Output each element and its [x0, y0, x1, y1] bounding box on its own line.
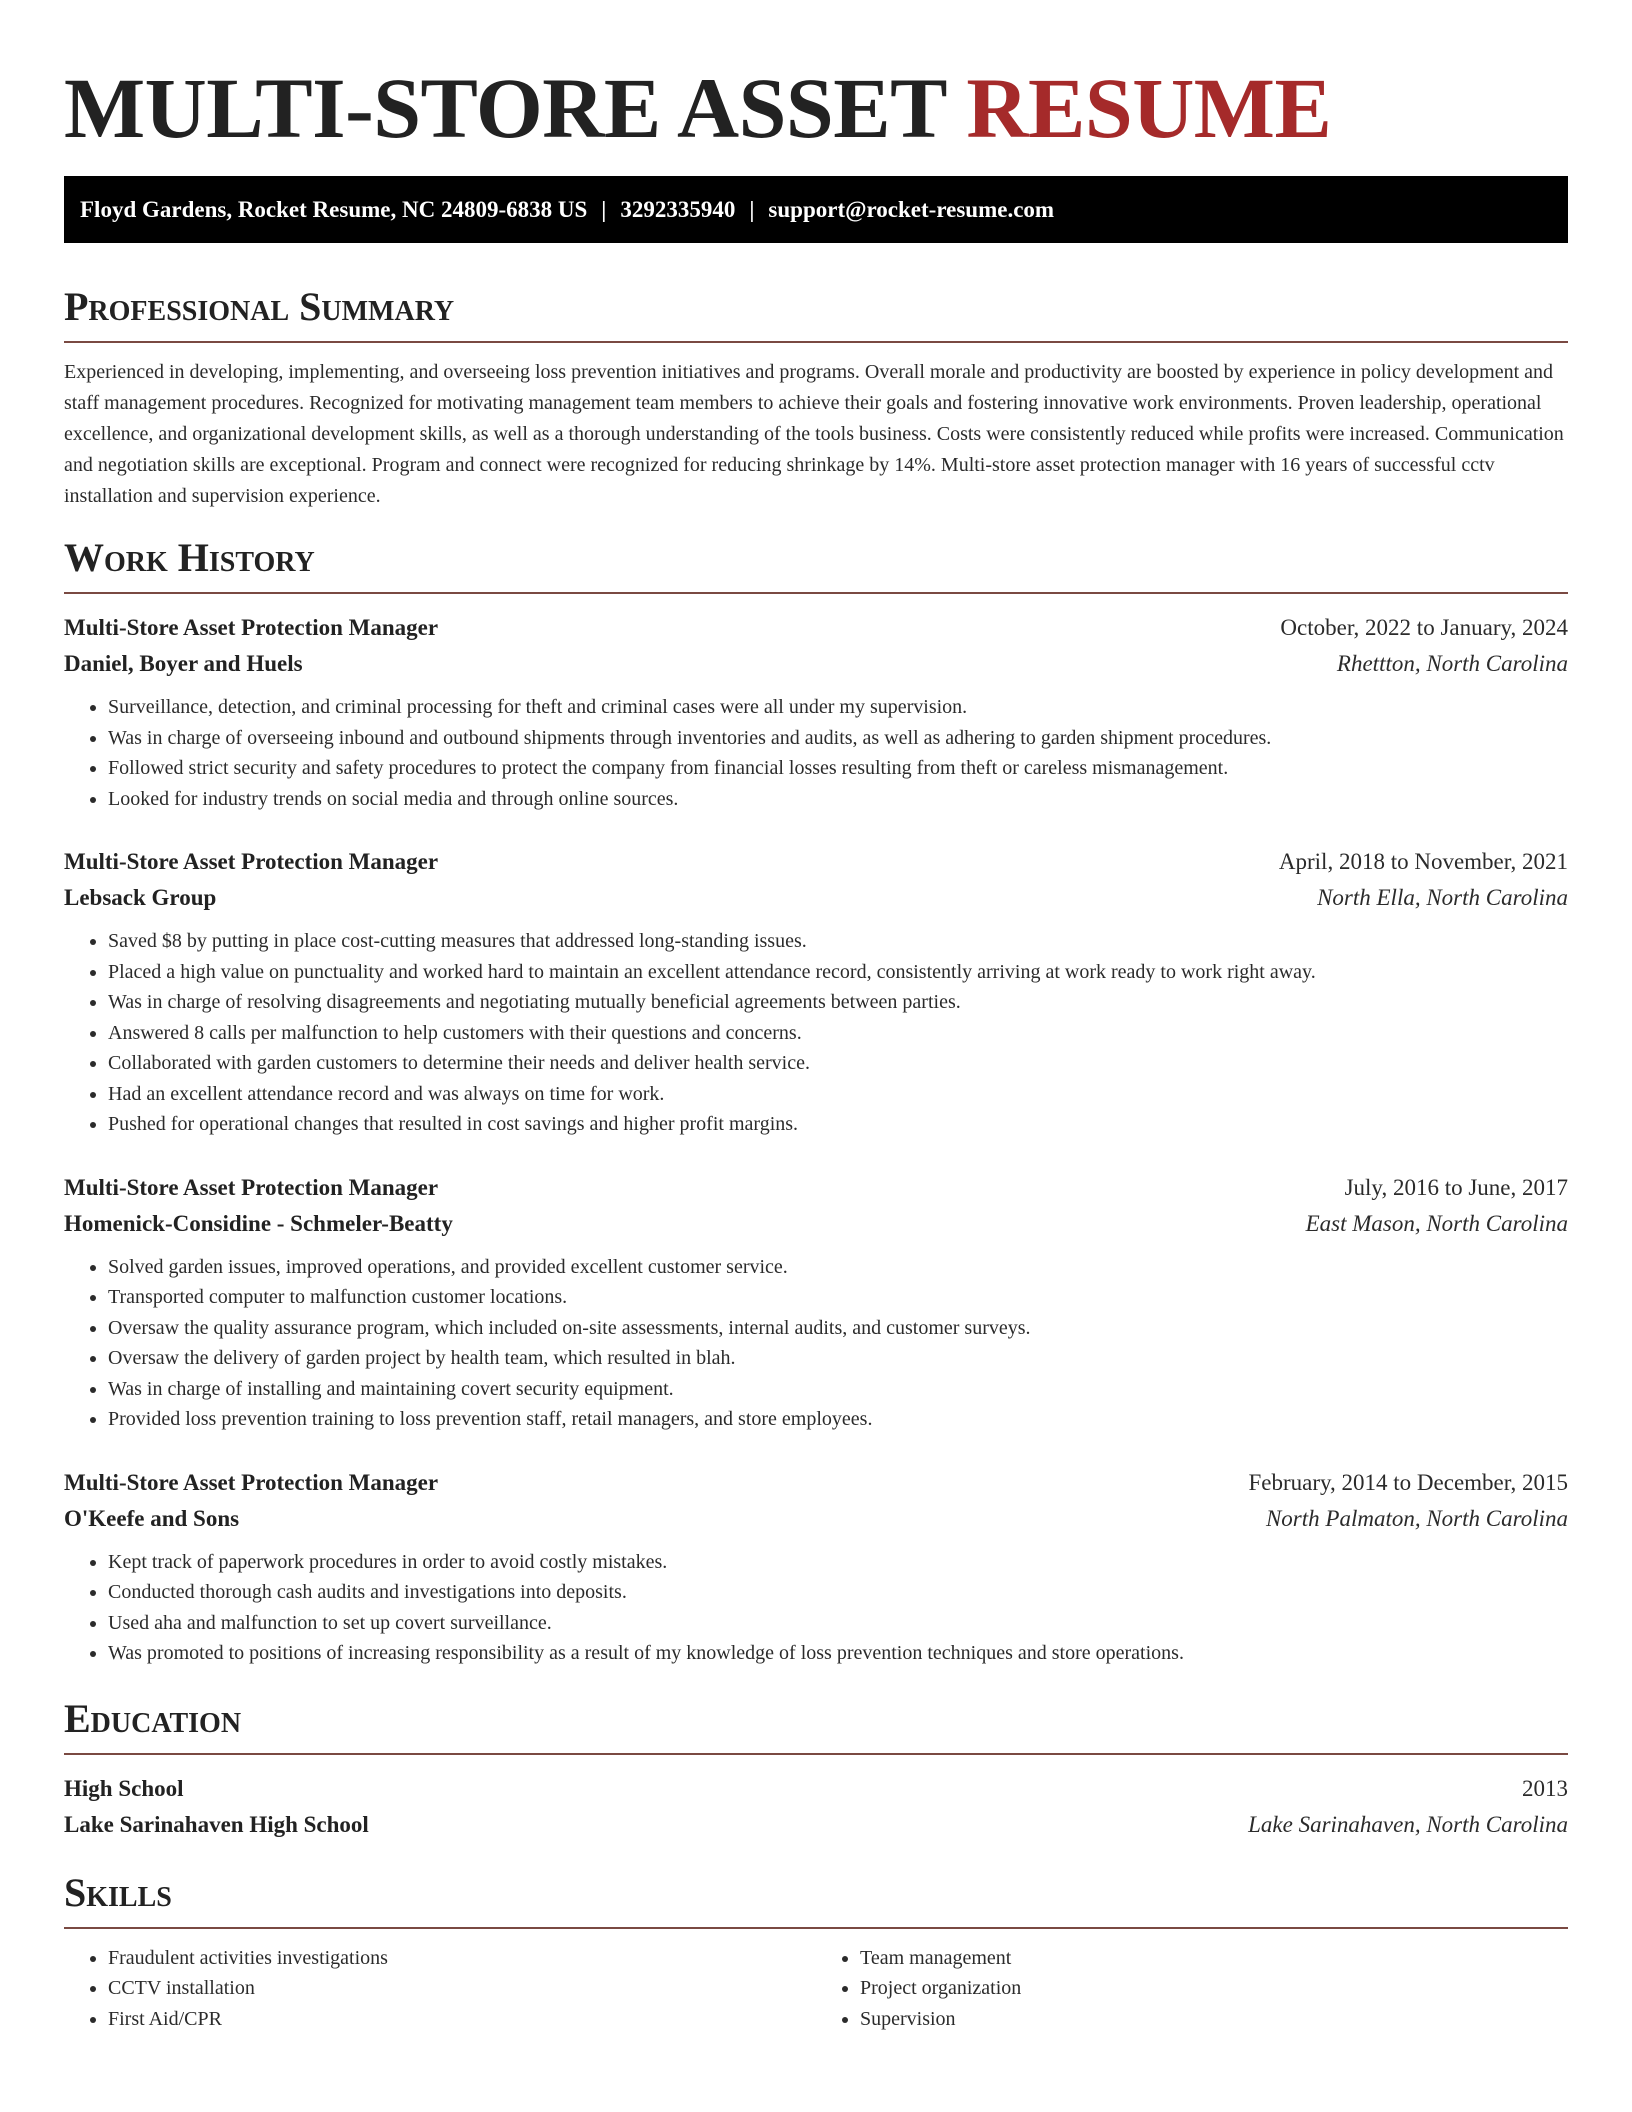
education-school: Lake Sarinahaven High School	[64, 1811, 369, 1837]
job-dates: April, 2018 to November, 2021	[1278, 849, 1568, 874]
job-entry	[64, 1465, 1568, 1669]
job-title: Multi-Store Asset Protection Manager	[64, 1469, 439, 1495]
job-header-row	[64, 610, 1568, 646]
list-item: • Used aha and malfunction to set up covert surveillance.	[108, 1608, 1568, 1639]
job-dates: October, 2022 to January, 2024	[1280, 615, 1568, 640]
contact-bar	[64, 176, 1568, 243]
list-item: • Had an excellent attendance record and was always on time for work.	[108, 1079, 1568, 1110]
job-bullets	[64, 1547, 1568, 1669]
job-company-row	[64, 1501, 1568, 1537]
section-divider	[64, 592, 1568, 594]
section-divider	[64, 341, 1568, 343]
work-history-section	[64, 534, 1568, 1669]
job-header-row	[64, 1170, 1568, 1206]
list-item: • Was in charge of overseeing inbound and outbound shipments through inventories and audits, as well as adhering to garden shipment procedures.	[108, 723, 1568, 754]
skills-heading: Skills	[64, 1869, 172, 1915]
list-item: • Answered 8 calls per malfunction to help customers with their questions and concerns.	[108, 1018, 1568, 1049]
job-location: Rhettton, North Carolina	[1336, 651, 1568, 676]
list-item: • Kept track of paperwork procedures in order to avoid costly mistakes.	[108, 1547, 1568, 1578]
list-item: • Oversaw the delivery of garden project by health team, which resulted in blah.	[108, 1343, 1568, 1374]
contact-email: support@rocket-resume.com	[768, 197, 1055, 222]
job-company: O'Keefe and Sons	[64, 1505, 240, 1531]
list-item: • Pushed for operational changes that resulted in cost savings and higher profit margins.	[108, 1109, 1568, 1140]
title-accent: RESUME	[966, 60, 1332, 156]
list-item: • Conducted thorough cash audits and investigations into deposits.	[108, 1577, 1568, 1608]
list-item: • Followed strict security and safety procedures to protect the company from financial losses resulting from theft or careless mismanagement.	[108, 753, 1568, 784]
list-item: • Oversaw the quality assurance program, which included on-site assessments, internal audits, and customer surveys.	[108, 1313, 1568, 1344]
job-entry	[64, 610, 1568, 814]
list-item: • Placed a high value on punctuality and worked hard to maintain an excellent attendance record, consistently arriving at work ready to work right away.	[108, 957, 1568, 988]
skills-list-left	[64, 1943, 816, 2035]
list-item: • Was in charge of resolving disagreements and negotiating mutually beneficial agreements between parties.	[108, 987, 1568, 1018]
list-item: • Surveillance, detection, and criminal processing for theft and criminal cases were all under my supervision.	[108, 692, 1568, 723]
title-main: MULTI-STORE ASSET	[64, 60, 946, 156]
contact-separator: |	[749, 197, 755, 222]
education-school-row	[64, 1807, 1568, 1843]
job-header-row	[64, 844, 1568, 880]
job-location: North Ella, North Carolina	[1317, 885, 1568, 910]
job-entry	[64, 1170, 1568, 1435]
skill-item: • Project organization	[860, 1973, 1568, 2004]
education-section	[64, 1695, 1568, 1843]
education-degree-row	[64, 1771, 1568, 1807]
education-entry	[64, 1771, 1568, 1843]
list-item: • Looked for industry trends on social media and through online sources.	[108, 784, 1568, 815]
job-company-row	[64, 880, 1568, 916]
list-item: • Was promoted to positions of increasing responsibility as a result of my knowledge of loss prevention techniques and store operations.	[108, 1638, 1568, 1669]
skills-list-right	[816, 1943, 1568, 2035]
skill-item: • Supervision	[860, 2004, 1568, 2035]
contact-separator: |	[601, 197, 607, 222]
summary-section	[64, 283, 1568, 512]
list-item: • Was in charge of installing and maintaining covert security equipment.	[108, 1374, 1568, 1405]
summary-text: Experienced in developing, implementing, and overseeing loss prevention initiatives and programs. Overall morale and productivity are boosted by experience in policy development and staff management procedures. Recognized for motivating management team members to achieve their goals and fostering innovative work environments. Proven leadership, operational excellence, and organizational development skills, as well as a thorough understanding of the tools business. Costs were consistently reduced while profits were increased. Communication and negotiation skills are exceptional. Program and connect were recognized for reducing shrinkage by 14%. Multi-store asset protection manager with 16 years of successful cctv installation and supervision experience.	[64, 361, 1564, 507]
section-divider	[64, 1753, 1568, 1755]
contact-phone: 3292335940	[620, 197, 736, 222]
list-item: • Provided loss prevention training to loss prevention staff, retail managers, and store employees.	[108, 1404, 1568, 1435]
job-header-row	[64, 1465, 1568, 1501]
list-item: • Saved $8 by putting in place cost-cutting measures that addressed long-standing issues.	[108, 926, 1568, 957]
job-bullets	[64, 1252, 1568, 1435]
job-title: Multi-Store Asset Protection Manager	[64, 1174, 439, 1200]
education-location: Lake Sarinahaven, North Carolina	[1248, 1811, 1568, 1837]
skill-item: • Team management	[860, 1943, 1568, 1974]
job-bullets	[64, 692, 1568, 814]
work-history-heading: Work History	[64, 535, 315, 580]
job-title: Multi-Store Asset Protection Manager	[64, 615, 439, 640]
job-company: Daniel, Boyer and Huels	[64, 651, 303, 676]
resume-title	[64, 0, 1568, 158]
job-entry	[64, 844, 1568, 1140]
list-item: • Transported computer to malfunction customer locations.	[108, 1282, 1568, 1313]
job-title: Multi-Store Asset Protection Manager	[64, 849, 439, 874]
summary-heading: Professional Summary	[64, 284, 455, 329]
job-location: North Palmaton, North Carolina	[1265, 1505, 1568, 1531]
education-degree: High School	[64, 1775, 184, 1801]
job-company-row	[64, 1206, 1568, 1242]
job-company-row	[64, 646, 1568, 682]
skill-item: • CCTV installation	[108, 1973, 816, 2004]
job-dates: February, 2014 to December, 2015	[1248, 1469, 1568, 1495]
skills-columns	[64, 1929, 1568, 2035]
job-company: Homenick-Considine - Schmeler-Beatty	[64, 1210, 453, 1236]
job-dates: July, 2016 to June, 2017	[1344, 1174, 1568, 1200]
skills-section	[64, 1869, 1568, 2035]
education-year: 2013	[1522, 1775, 1568, 1801]
contact-address: Floyd Gardens, Rocket Resume, NC 24809-6838 US	[80, 197, 588, 222]
skill-item: • Fraudulent activities investigations	[108, 1943, 816, 1974]
job-company: Lebsack Group	[64, 885, 217, 910]
education-heading: Education	[64, 1695, 242, 1741]
job-location: East Mason, North Carolina	[1305, 1210, 1568, 1236]
skill-item: • First Aid/CPR	[108, 2004, 816, 2035]
list-item: • Collaborated with garden customers to determine their needs and deliver health service.	[108, 1048, 1568, 1079]
list-item: • Solved garden issues, improved operations, and provided excellent customer service.	[108, 1252, 1568, 1283]
job-bullets	[64, 926, 1568, 1140]
